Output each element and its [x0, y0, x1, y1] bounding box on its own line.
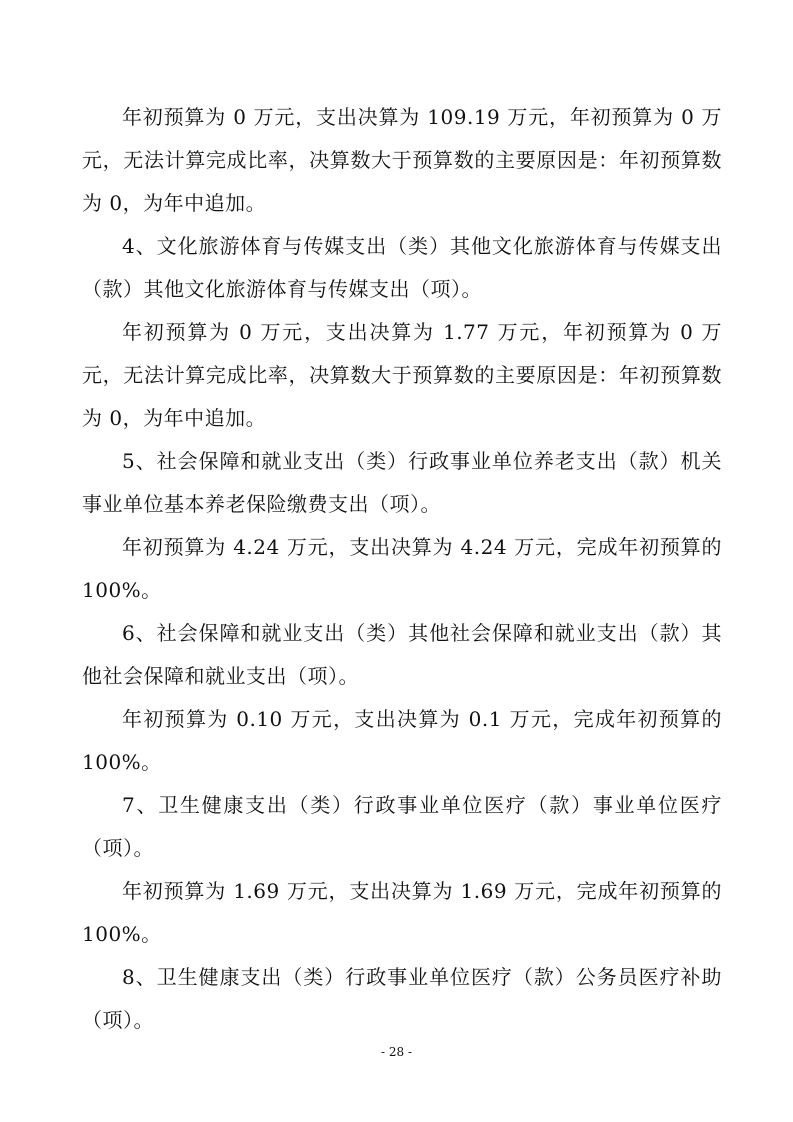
- paragraph: 年初预算为 4.24 万元，支出决算为 4.24 万元，完成年初预算的 100%。: [82, 535, 722, 602]
- section-heading: 7、卫生健康支出（类）行政事业单位医疗（款）事业单位医疗（项）。: [82, 793, 722, 860]
- document-body: [82, 96, 722, 1042]
- paragraph: 年初预算为 0 万元，支出决算为 1.77 万元，年初预算为 0 万元，无法计算完成比率，决算数大于预算数的主要原因是：年初预算数为 0，为年中追加。: [82, 320, 722, 430]
- page-number: - 28 -: [380, 1045, 412, 1059]
- section-heading: 5、社会保障和就业支出（类）行政事业单位养老支出（款）机关事业单位基本养老保险缴费支出（项）。: [82, 449, 722, 516]
- section-heading: 4、文化旅游体育与传媒支出（类）其他文化旅游体育与传媒支出（款）其他文化旅游体育与传媒支出（项）。: [82, 234, 722, 301]
- section-heading: 8、卫生健康支出（类）行政事业单位医疗（款）公务员医疗补助（项）。: [82, 965, 722, 1032]
- section-heading: 6、社会保障和就业支出（类）其他社会保障和就业支出（款）其他社会保障和就业支出（项）。: [82, 621, 722, 688]
- paragraph: 年初预算为 0 万元，支出决算为 109.19 万元，年初预算为 0 万元，无法计算完成比率，决算数大于预算数的主要原因是：年初预算数为 0，为年中追加。: [82, 105, 722, 215]
- paragraph: 年初预算为 1.69 万元，支出决算为 1.69 万元，完成年初预算的 100%。: [82, 879, 722, 946]
- paragraph: 年初预算为 0.10 万元，支出决算为 0.1 万元，完成年初预算的 100%。: [82, 707, 722, 774]
